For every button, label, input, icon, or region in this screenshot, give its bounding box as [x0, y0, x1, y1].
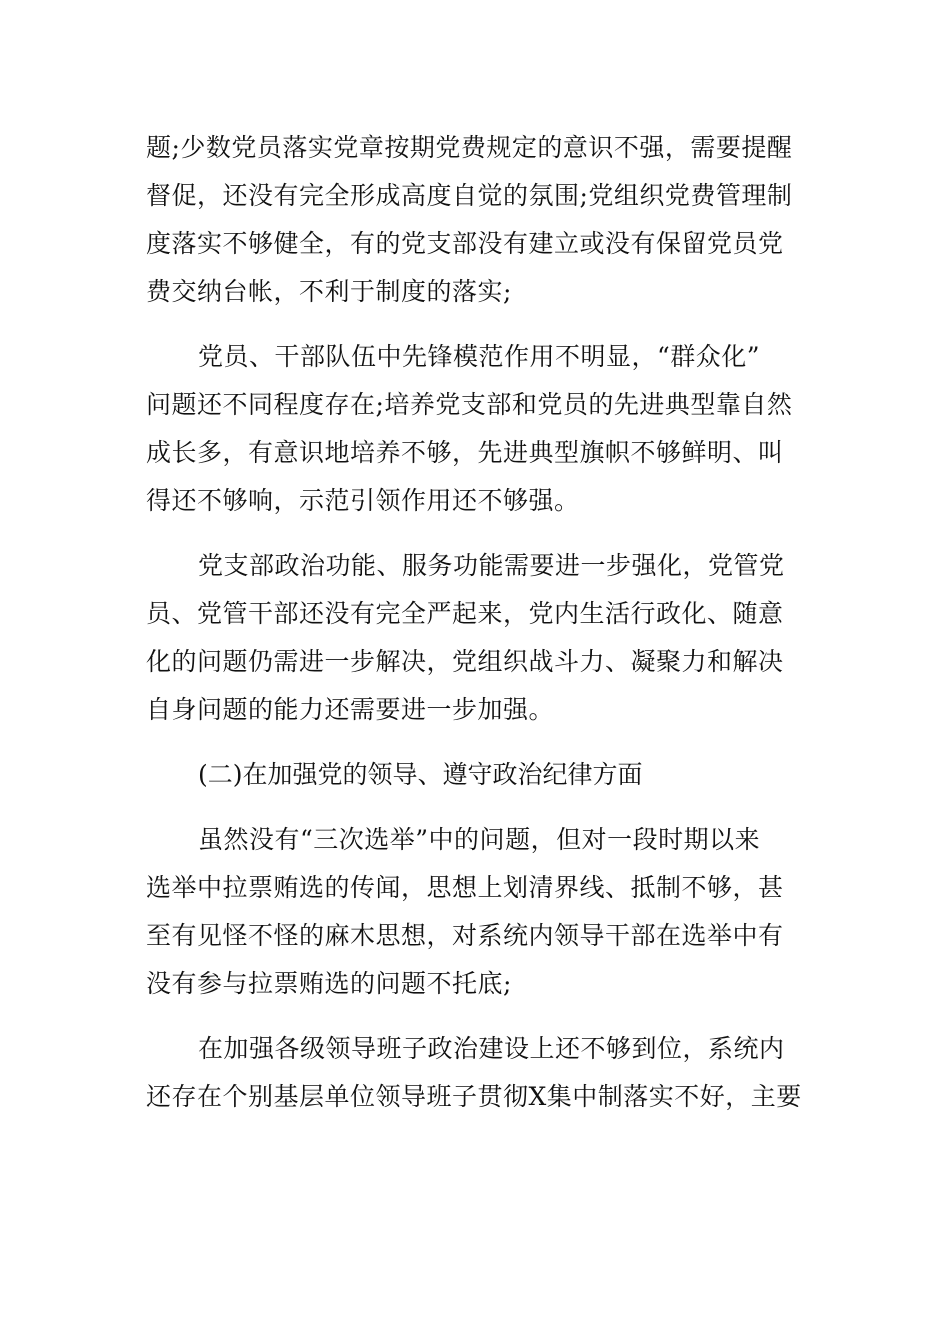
text-line: 在加强各级领导班子政治建设上还不够到位，系统内: [198, 1034, 785, 1063]
section-heading: (二)在加强党的领导、遵守政治纪律方面: [198, 760, 643, 789]
text-line: 员、党管干部还没有完全严起来，党内生活行政化、随意: [146, 599, 784, 628]
text-line: 题;少数党员落实党章按期党费规定的意识不强，需要提醒: [146, 133, 793, 162]
text-line: 度落实不够健全，有的党支部没有建立或没有保留党员党: [146, 229, 784, 258]
paragraph-4: [146, 816, 810, 1008]
text-line: 化的问题仍需进一步解决，党组织战斗力、凝聚力和解决: [146, 647, 784, 676]
text-line: 自身问题的能力还需要进一步加强。: [146, 695, 555, 724]
paragraph-2: [146, 333, 810, 525]
text-line: 费交纳台帐，不利于制度的落实;: [146, 277, 512, 306]
text-line: 至有见怪不怪的麻木思想，对系统内领导干部在选举中有: [146, 921, 784, 950]
paragraph-3: [146, 542, 810, 734]
text-line: 得还不够响，示范引领作用还不够强。: [146, 486, 580, 515]
paragraph-1: [146, 124, 810, 316]
document-body: [146, 124, 810, 1138]
text-line: 选举中拉票贿选的传闻，思想上划清界线、抵制不够，甚: [146, 873, 784, 902]
paragraph-5: [146, 1025, 810, 1121]
text-line: 党支部政治功能、服务功能需要进一步强化，党管党: [198, 551, 785, 580]
text-line: 虽然没有“三次选举”中的问题，但对一段时期以来: [198, 825, 761, 854]
text-line: 成长多，有意识地培养不够，先进典型旗帜不够鲜明、叫: [146, 438, 784, 467]
text-line: 问题还不同程度存在;培养党支部和党员的先进典型靠自然: [146, 390, 793, 419]
text-line: 还存在个别基层单位领导班子贯彻X集中制落实不好，主要: [146, 1082, 802, 1111]
text-line: 没有参与拉票贿选的问题不托底;: [146, 969, 512, 998]
text-line: 督促，还没有完全形成高度自觉的氛围;党组织党费管理制: [146, 181, 793, 210]
text-line: 党员、干部队伍中先锋模范作用不明显，“群众化”: [198, 342, 761, 371]
